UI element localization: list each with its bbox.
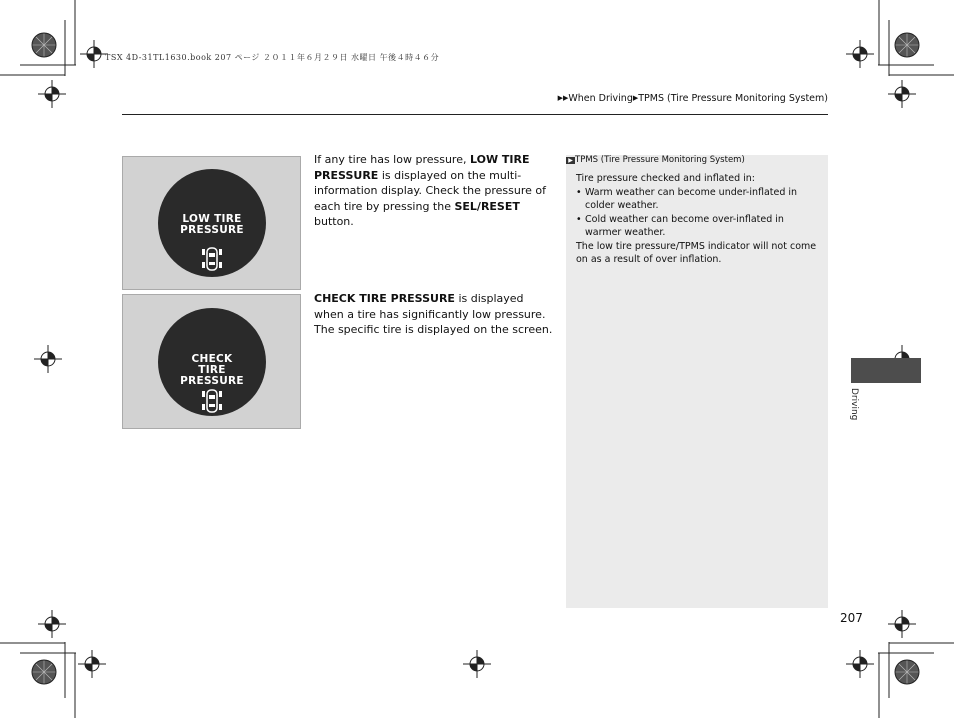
display-message	[158, 214, 266, 236]
print-info: TSX 4D-31TL1630.book 207 ページ ２０１１年６月２９日 水曜日 午後４時４６分	[105, 53, 440, 62]
chapter-label: Driving	[849, 388, 859, 421]
bullet-icon: •	[576, 186, 582, 198]
display-line: PRESSURE	[180, 224, 244, 236]
breadcrumb	[558, 93, 828, 104]
star-target-icon	[31, 32, 57, 58]
registration-mark-icon	[34, 345, 62, 373]
text: is displayed on the multi-information display. Check the pressure of each tire by pressing the	[314, 168, 546, 213]
page-number: 207	[840, 611, 863, 625]
bullet-icon: •	[576, 213, 582, 225]
note-panel	[566, 155, 828, 608]
note-intro: Tire pressure checked and inflated in:	[576, 173, 755, 184]
note-heading-text: TPMS (Tire Pressure Monitoring System)	[575, 155, 745, 165]
header-rule	[122, 114, 828, 115]
display-illustration-low-tire-pressure	[122, 156, 301, 290]
note-marker-icon: ▶	[566, 157, 575, 164]
registration-mark-icon	[38, 80, 66, 108]
display-line: CHECK	[191, 353, 233, 365]
display-line: LOW TIRE	[182, 213, 242, 225]
note-heading[interactable]	[566, 155, 745, 165]
breadcrumb-topic[interactable]: TPMS (Tire Pressure Monitoring System)	[638, 93, 828, 104]
display-line: TIRE	[198, 364, 226, 376]
breadcrumb-arrow-icon: ▶	[632, 94, 639, 102]
chapter-tab	[851, 358, 921, 383]
registration-mark-icon	[38, 610, 66, 638]
registration-mark-icon	[80, 40, 108, 68]
paragraph-check-tire-pressure	[314, 291, 554, 338]
text: If any tire has low pressure,	[314, 153, 470, 166]
list-item	[576, 186, 822, 213]
registration-mark-icon	[888, 610, 916, 638]
text: button.	[314, 215, 354, 228]
display-screen	[158, 308, 266, 416]
bold-term: CHECK TIRE PRESSURE	[314, 292, 455, 305]
bold-term: SEL/RESET	[454, 199, 520, 213]
bold-term: LOW TIRE PRESSURE	[314, 153, 530, 182]
registration-mark-icon	[846, 40, 874, 68]
registration-mark-icon	[888, 80, 916, 108]
car-tire-icon	[201, 245, 223, 273]
breadcrumb-section[interactable]: When Driving	[568, 93, 633, 104]
display-line: PRESSURE	[180, 375, 244, 387]
display-message	[158, 354, 266, 387]
text: is displayed when a tire has significantly low pressure. The specific tire is displayed on the screen.	[314, 292, 553, 336]
display-illustration-check-tire-pressure	[122, 294, 301, 429]
registration-mark-icon	[463, 650, 491, 678]
registration-mark-icon	[78, 650, 106, 678]
note-body	[576, 172, 822, 267]
star-target-icon	[894, 659, 920, 685]
note-footer: The low tire pressure/TPMS indicator will not come on as a result of over inflation.	[576, 240, 817, 265]
list-item-text: Cold weather can become over-inflated in warmer weather.	[585, 213, 784, 238]
display-screen	[158, 169, 266, 277]
star-target-icon	[31, 659, 57, 685]
paragraph-low-tire-pressure	[314, 152, 550, 230]
list-item-text: Warm weather can become under-inflated in colder weather.	[585, 186, 798, 211]
list-item	[576, 213, 822, 240]
breadcrumb-arrow-icon: ▶▶	[557, 94, 569, 102]
car-tire-icon	[201, 387, 223, 415]
registration-mark-icon	[846, 650, 874, 678]
star-target-icon	[894, 32, 920, 58]
